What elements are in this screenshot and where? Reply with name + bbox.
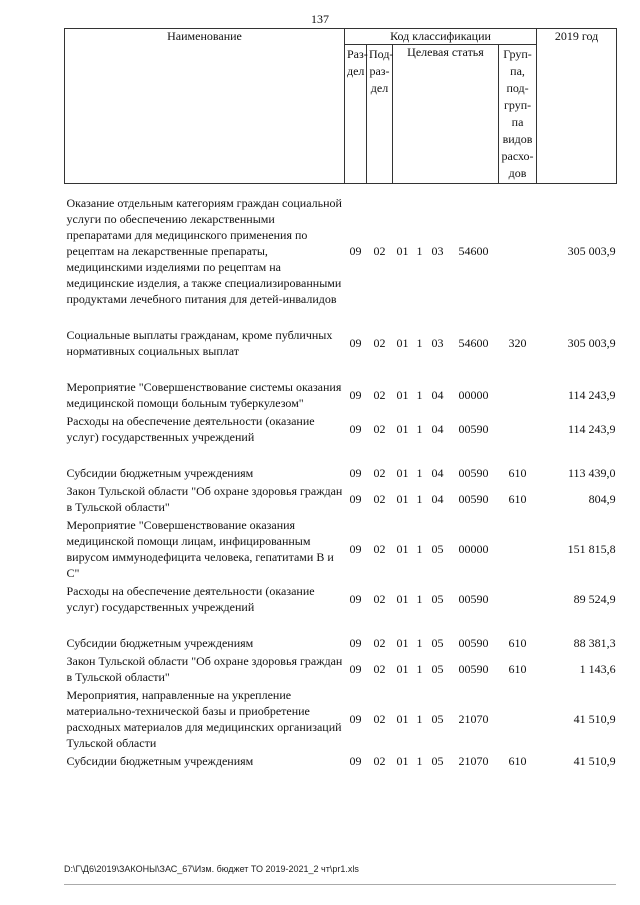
- row-amount-2019: 305 003,9: [567, 243, 616, 258]
- row-target-subprogram: 1: [416, 661, 423, 676]
- row-target-program: 01: [396, 711, 409, 726]
- row-name: Оказание отдельным категориям граждан социальной услуги по обеспечению лекарственными препаратами для медицинского применения по рецептам на лекарственные препараты, медицинскими изделиями по рецептам на медицинские изделия, а также специализированными продуктами лечебного питания для детей-инвалидов: [66, 196, 342, 306]
- row-amount-2019: 88 381,3: [573, 635, 616, 650]
- row-name: Субсидии бюджетным учреждениям: [66, 466, 254, 480]
- row-expense-group: 610: [508, 661, 527, 676]
- row-target-subprogram: 1: [416, 243, 423, 258]
- row-amount-2019: 804,9: [588, 491, 616, 506]
- row-target-subprogram: 1: [416, 421, 423, 436]
- row-podrazdel: 02: [373, 661, 386, 676]
- header-razdel: Раз- дел: [345, 45, 367, 184]
- row-podrazdel: 02: [373, 711, 386, 726]
- header-name: Наименование: [65, 29, 345, 184]
- budget-table: [64, 28, 617, 770]
- table-header: [65, 29, 617, 184]
- row-target-program: 01: [396, 591, 409, 606]
- row-target-event: 05: [431, 711, 444, 726]
- row-target-subprogram: 1: [416, 635, 423, 650]
- row-target-program: 01: [396, 491, 409, 506]
- table-row: [65, 464, 617, 482]
- row-target-subprogram: 1: [416, 541, 423, 556]
- row-name: Субсидии бюджетным учреждениям: [66, 636, 254, 650]
- row-target-direction: 00590: [458, 661, 489, 676]
- row-podrazdel: 02: [373, 635, 386, 650]
- row-target-direction: 54600: [458, 335, 489, 350]
- table-row: [65, 482, 617, 516]
- row-razdel: 09: [349, 635, 362, 650]
- row-target-subprogram: 1: [416, 491, 423, 506]
- table-row: [65, 378, 617, 412]
- row-target-program: 01: [396, 635, 409, 650]
- row-razdel: 09: [349, 243, 362, 258]
- row-target-program: 01: [396, 753, 409, 768]
- row-podrazdel: 02: [373, 421, 386, 436]
- row-target-event: 04: [431, 387, 444, 402]
- row-razdel: 09: [349, 491, 362, 506]
- row-name: Субсидии бюджетным учреждениям: [66, 754, 254, 768]
- row-target-subprogram: 1: [416, 753, 423, 768]
- table-body: [65, 184, 617, 771]
- row-name: Мероприятие "Совершенствование системы оказания медицинской помощи больным туберкулезом": [66, 380, 342, 410]
- row-target-direction: 00590: [458, 465, 489, 480]
- header-year: 2019 год: [537, 29, 617, 184]
- header-target-article: Целевая статья: [393, 45, 499, 184]
- row-target-event: 04: [431, 465, 444, 480]
- row-razdel: 09: [349, 541, 362, 556]
- row-target-event: 03: [431, 243, 444, 258]
- row-podrazdel: 02: [373, 387, 386, 402]
- row-amount-2019: 114 243,9: [568, 387, 616, 402]
- row-podrazdel: 02: [373, 541, 386, 556]
- table-row: [65, 326, 617, 360]
- table-row: [65, 752, 617, 770]
- row-podrazdel: 02: [373, 491, 386, 506]
- row-razdel: 09: [349, 465, 362, 480]
- header-code-classification: Код классификации: [345, 29, 537, 45]
- row-target-event: 05: [431, 591, 444, 606]
- row-razdel: 09: [349, 753, 362, 768]
- row-name: Закон Тульской области "Об охране здоровья граждан в Тульской области": [66, 484, 343, 514]
- row-razdel: 09: [349, 591, 362, 606]
- row-razdel: 09: [349, 661, 362, 676]
- row-expense-group: [499, 378, 537, 412]
- row-target-subprogram: 1: [416, 591, 423, 606]
- table-row: [65, 582, 617, 616]
- row-podrazdel: 02: [373, 591, 386, 606]
- row-amount-2019: 1 143,6: [579, 661, 616, 676]
- row-target-direction: 00590: [458, 635, 489, 650]
- row-amount-2019: 41 510,9: [573, 753, 616, 768]
- row-target-direction: 00590: [458, 491, 489, 506]
- row-target-event: 04: [431, 491, 444, 506]
- row-amount-2019: 89 524,9: [573, 591, 616, 606]
- header-expense-group: Груп- па, под- груп- па видов расхо- дов: [499, 45, 537, 184]
- row-podrazdel: 02: [373, 465, 386, 480]
- row-expense-group: [499, 516, 537, 582]
- row-target-program: 01: [396, 661, 409, 676]
- page-number: 137: [311, 12, 329, 26]
- table-row: [65, 412, 617, 446]
- row-name: Расходы на обеспечение деятельности (оказание услуг) государственных учреждений: [66, 414, 315, 444]
- row-amount-2019: 114 243,9: [568, 421, 616, 436]
- row-expense-group: [499, 412, 537, 446]
- row-name: Расходы на обеспечение деятельности (оказание услуг) государственных учреждений: [66, 584, 315, 614]
- row-podrazdel: 02: [373, 243, 386, 258]
- row-target-direction: 00590: [458, 421, 489, 436]
- row-name: Закон Тульской области "Об охране здоровья граждан в Тульской области": [66, 654, 343, 684]
- row-name: Мероприятия, направленные на укрепление материально-технической базы и приобретение расходных материалов для медицинских организаций Тульской области: [66, 688, 342, 750]
- table-row: [65, 634, 617, 652]
- row-razdel: 09: [349, 335, 362, 350]
- row-target-event: 03: [431, 335, 444, 350]
- row-target-program: 01: [396, 335, 409, 350]
- row-target-event: 05: [431, 541, 444, 556]
- row-target-direction: 00000: [458, 387, 489, 402]
- row-razdel: 09: [349, 711, 362, 726]
- row-target-direction: 21070: [458, 753, 489, 768]
- row-name: Мероприятие "Совершенствование оказания медицинской помощи лицам, инфицированным вирусом иммунодефицита человека, гепатитами B и C": [66, 518, 334, 580]
- row-target-program: 01: [396, 465, 409, 480]
- row-target-subprogram: 1: [416, 711, 423, 726]
- row-amount-2019: 305 003,9: [567, 335, 616, 350]
- row-target-program: 01: [396, 421, 409, 436]
- row-amount-2019: 41 510,9: [573, 711, 616, 726]
- row-razdel: 09: [349, 387, 362, 402]
- row-target-direction: 21070: [458, 711, 489, 726]
- bottom-divider: [64, 884, 616, 885]
- row-target-event: 05: [431, 661, 444, 676]
- row-amount-2019: 113 439,0: [568, 465, 616, 480]
- row-razdel: 09: [349, 421, 362, 436]
- row-target-direction: 00590: [458, 591, 489, 606]
- row-podrazdel: 02: [373, 753, 386, 768]
- file-path-footer: D:\Г\Д6\2019\ЗАКОНЫ\ЗАС_67\Изм. бюджет ТО 2019-2021_2 чт\pr1.xls: [64, 864, 359, 874]
- row-target-event: 05: [431, 753, 444, 768]
- row-expense-group: 320: [508, 335, 527, 350]
- row-expense-group: [499, 194, 537, 308]
- row-amount-2019: 151 815,8: [567, 541, 616, 556]
- table-row: [65, 516, 617, 582]
- row-expense-group: 610: [508, 753, 527, 768]
- row-name: Социальные выплаты гражданам, кроме публичных нормативных социальных выплат: [66, 328, 333, 358]
- header-podrazdel: Под- раз- дел: [367, 45, 393, 184]
- table-row: [65, 652, 617, 686]
- row-target-direction: 00000: [458, 541, 489, 556]
- row-expense-group: 610: [508, 635, 527, 650]
- row-expense-group: 610: [508, 491, 527, 506]
- row-target-subprogram: 1: [416, 335, 423, 350]
- row-target-subprogram: 1: [416, 465, 423, 480]
- table-row: [65, 194, 617, 308]
- row-target-program: 01: [396, 387, 409, 402]
- row-target-event: 04: [431, 421, 444, 436]
- table-row: [65, 686, 617, 752]
- row-podrazdel: 02: [373, 335, 386, 350]
- row-target-subprogram: 1: [416, 387, 423, 402]
- row-expense-group: [499, 582, 537, 616]
- row-target-program: 01: [396, 541, 409, 556]
- row-expense-group: [499, 686, 537, 752]
- row-target-event: 05: [431, 635, 444, 650]
- row-target-direction: 54600: [458, 243, 489, 258]
- row-target-program: 01: [396, 243, 409, 258]
- row-expense-group: 610: [508, 465, 527, 480]
